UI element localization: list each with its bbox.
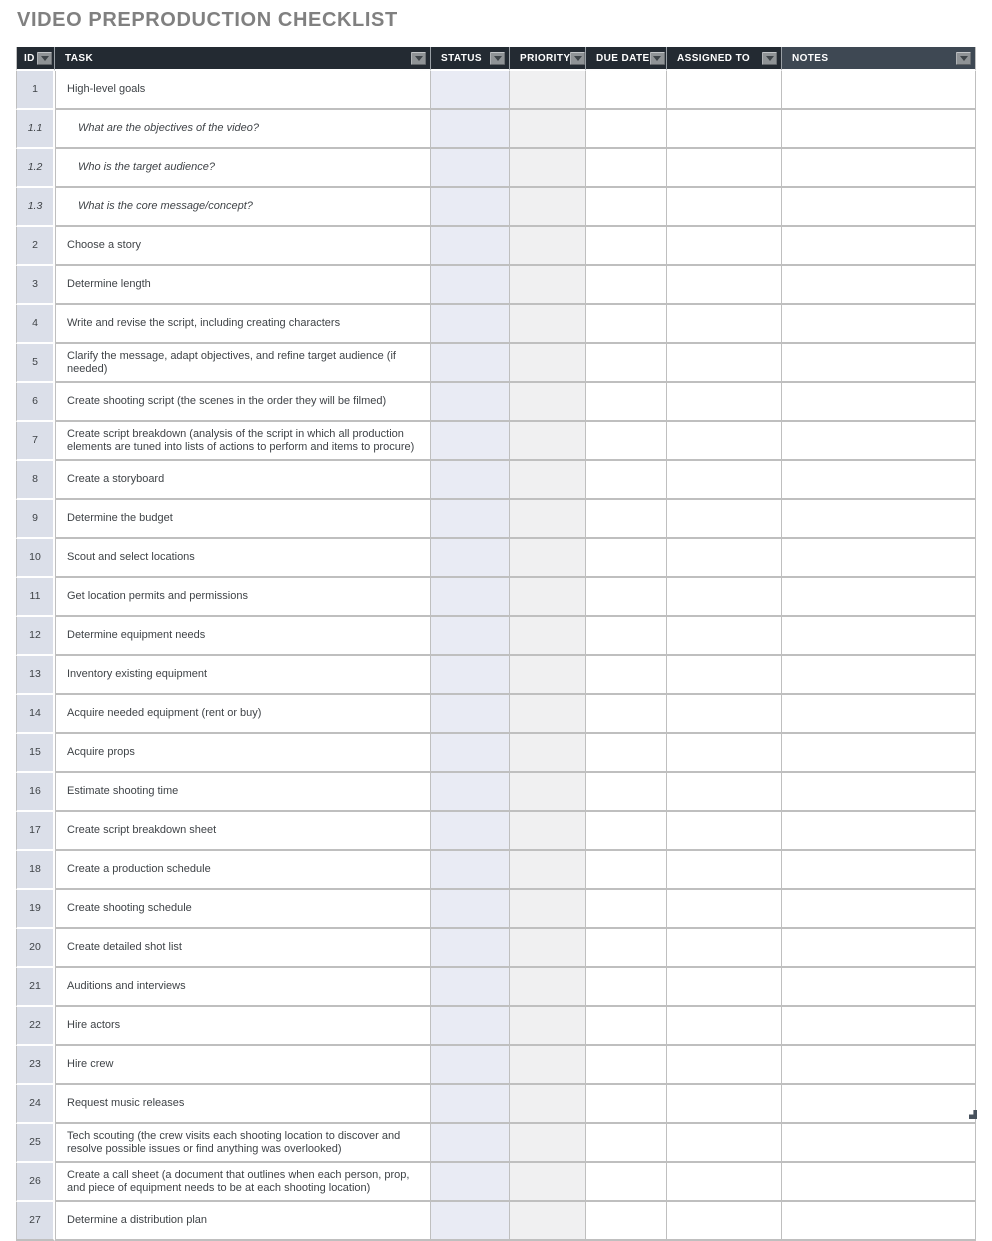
status-cell[interactable] [431,305,510,344]
header-row [16,47,976,71]
notes-cell[interactable] [782,71,976,110]
table-row [16,227,976,266]
id-cell[interactable]: 7 [16,422,55,461]
status-cell[interactable] [431,1007,510,1046]
status-cell[interactable] [431,929,510,968]
assigned_to-cell[interactable] [667,851,782,890]
due_date-cell[interactable] [586,539,667,578]
filter-dropdown-button[interactable] [570,52,585,65]
column-header-label: TASK [65,52,94,64]
due_date-cell[interactable] [586,266,667,305]
column-header-label: NOTES [792,52,829,64]
task-cell[interactable]: Inventory existing equipment [55,656,431,695]
chevron-down-icon [960,56,968,61]
filter-dropdown-button[interactable] [956,52,971,65]
task-cell[interactable]: Scout and select locations [55,539,431,578]
task-cell[interactable]: Determine a distribution plan [55,1202,431,1241]
chevron-down-icon [574,56,582,61]
task-cell[interactable]: Hire crew [55,1046,431,1085]
filter-dropdown-button[interactable] [411,52,426,65]
priority-cell[interactable] [510,344,586,383]
notes-cell[interactable] [782,500,976,539]
column-header-task [55,47,431,71]
priority-cell[interactable] [510,500,586,539]
task-cell[interactable]: Create a storyboard [55,461,431,500]
chevron-down-icon [653,56,661,61]
task-cell[interactable]: Create shooting script (the scenes in the order they will be filmed) [55,383,431,422]
task-cell[interactable]: Determine the budget [55,500,431,539]
id-cell[interactable]: 9 [16,500,55,539]
preproduction-checklist-table [16,47,976,1241]
due_date-cell[interactable] [586,1202,667,1241]
due_date-cell[interactable] [586,149,667,188]
id-cell[interactable]: 1.3 [16,188,55,227]
task-cell[interactable]: Create a call sheet (a document that outlines when each person, prop, and piece of equipment needs to be at each shooting location) [55,1163,431,1202]
priority-cell[interactable] [510,1046,586,1085]
priority-cell[interactable] [510,929,586,968]
task-cell[interactable]: Acquire needed equipment (rent or buy) [55,695,431,734]
notes-cell[interactable] [782,1163,976,1202]
column-header-inner [667,47,781,69]
status-cell[interactable] [431,617,510,656]
due_date-cell[interactable] [586,305,667,344]
assigned_to-cell[interactable] [667,461,782,500]
assigned_to-cell[interactable] [667,344,782,383]
task-cell[interactable]: Hire actors [55,1007,431,1046]
table-row [16,1202,976,1241]
status-cell[interactable] [431,578,510,617]
notes-cell[interactable] [782,929,976,968]
due_date-cell[interactable] [586,71,667,110]
due_date-cell[interactable] [586,461,667,500]
table-row [16,383,976,422]
status-cell[interactable] [431,461,510,500]
assigned_to-cell[interactable] [667,656,782,695]
id-cell[interactable]: 3 [16,266,55,305]
due_date-cell[interactable] [586,890,667,929]
due_date-cell[interactable] [586,929,667,968]
notes-cell[interactable] [782,734,976,773]
table-row [16,71,976,110]
task-cell[interactable]: Who is the target audience? [55,149,431,188]
table-row [16,695,976,734]
table-row [16,110,976,149]
status-cell[interactable] [431,383,510,422]
table-row [16,422,976,461]
notes-cell[interactable] [782,383,976,422]
status-cell[interactable] [431,71,510,110]
notes-cell[interactable] [782,617,976,656]
status-cell[interactable] [431,656,510,695]
due_date-cell[interactable] [586,383,667,422]
column-header-inner [586,47,666,69]
priority-cell[interactable] [510,656,586,695]
column-header-label: ID [24,52,35,64]
assigned_to-cell[interactable] [667,227,782,266]
page-title: VIDEO PREPRODUCTION CHECKLIST [17,9,398,31]
id-cell[interactable]: 18 [16,851,55,890]
id-cell[interactable]: 6 [16,383,55,422]
table-row [16,578,976,617]
status-cell[interactable] [431,188,510,227]
due_date-cell[interactable] [586,422,667,461]
task-cell[interactable]: Determine length [55,266,431,305]
notes-cell[interactable] [782,851,976,890]
task-cell[interactable]: Request music releases [55,1085,431,1124]
task-cell[interactable]: Auditions and interviews [55,968,431,1007]
task-cell[interactable]: Create a production schedule [55,851,431,890]
column-header-id [16,47,55,71]
chevron-down-icon [766,56,774,61]
status-cell[interactable] [431,890,510,929]
id-cell[interactable]: 11 [16,578,55,617]
priority-cell[interactable] [510,110,586,149]
id-cell[interactable]: 1.2 [16,149,55,188]
status-cell[interactable] [431,539,510,578]
due_date-cell[interactable] [586,578,667,617]
column-header-label: DUE DATE [596,52,650,64]
assigned_to-cell[interactable] [667,773,782,812]
notes-cell[interactable] [782,266,976,305]
assigned_to-cell[interactable] [667,929,782,968]
table-row [16,149,976,188]
due_date-cell[interactable] [586,110,667,149]
priority-cell[interactable] [510,773,586,812]
task-cell[interactable]: Create script breakdown sheet [55,812,431,851]
table-row [16,812,976,851]
assigned_to-cell[interactable] [667,1085,782,1124]
assigned_to-cell[interactable] [667,383,782,422]
table-row [16,773,976,812]
column-header-label: ASSIGNED TO [677,52,751,64]
status-cell[interactable] [431,812,510,851]
notes-cell[interactable] [782,461,976,500]
notes-cell[interactable] [782,188,976,227]
id-cell[interactable]: 22 [16,1007,55,1046]
column-header-inner [17,47,54,69]
column-header-notes [782,47,976,71]
table-row [16,890,976,929]
notes-cell[interactable] [782,305,976,344]
priority-cell[interactable] [510,734,586,773]
due_date-cell[interactable] [586,1124,667,1163]
table-row [16,305,976,344]
assigned_to-cell[interactable] [667,734,782,773]
id-cell[interactable]: 25 [16,1124,55,1163]
due_date-cell[interactable] [586,1007,667,1046]
column-header-inner [431,47,509,69]
notes-cell[interactable] [782,578,976,617]
task-cell[interactable]: Create shooting schedule [55,890,431,929]
id-cell[interactable]: 10 [16,539,55,578]
table-row [16,188,976,227]
notes-cell[interactable] [782,1046,976,1085]
due_date-cell[interactable] [586,1046,667,1085]
id-cell[interactable]: 16 [16,773,55,812]
task-cell[interactable]: Create detailed shot list [55,929,431,968]
priority-cell[interactable] [510,266,586,305]
id-cell[interactable]: 1 [16,71,55,110]
table-row [16,851,976,890]
priority-cell[interactable] [510,1085,586,1124]
status-cell[interactable] [431,734,510,773]
status-cell[interactable] [431,1085,510,1124]
priority-cell[interactable] [510,695,586,734]
notes-cell[interactable] [782,344,976,383]
status-cell[interactable] [431,422,510,461]
notes-cell[interactable] [782,110,976,149]
table-row [16,929,976,968]
due_date-cell[interactable] [586,773,667,812]
column-header-inner [510,47,585,69]
id-cell[interactable]: 4 [16,305,55,344]
task-cell[interactable]: Get location permits and permissions [55,578,431,617]
id-cell[interactable]: 21 [16,968,55,1007]
column-header-due_date [586,47,667,71]
notes-cell[interactable] [782,1007,976,1046]
assigned_to-cell[interactable] [667,110,782,149]
assigned_to-cell[interactable] [667,1007,782,1046]
due_date-cell[interactable] [586,1085,667,1124]
task-cell[interactable]: Estimate shooting time [55,773,431,812]
id-cell[interactable]: 5 [16,344,55,383]
notes-cell[interactable] [782,1124,976,1163]
status-cell[interactable] [431,968,510,1007]
column-header-label: PRIORITY [520,52,571,64]
notes-cell[interactable] [782,422,976,461]
status-cell[interactable] [431,149,510,188]
status-cell[interactable] [431,110,510,149]
priority-cell[interactable] [510,1202,586,1241]
column-header-status [431,47,510,71]
priority-cell[interactable] [510,149,586,188]
notes-cell[interactable] [782,773,976,812]
table-row [16,539,976,578]
table-row [16,1163,976,1202]
priority-cell[interactable] [510,383,586,422]
status-cell[interactable] [431,1046,510,1085]
column-header-label: STATUS [441,52,482,64]
table-row [16,968,976,1007]
notes-cell[interactable] [782,812,976,851]
status-cell[interactable] [431,1124,510,1163]
assigned_to-cell[interactable] [667,695,782,734]
table-row [16,461,976,500]
id-cell[interactable]: 14 [16,695,55,734]
task-cell[interactable]: Create script breakdown (analysis of the script in which all production elements are tuned into lists of actions to perform and items to procure) [55,422,431,461]
priority-cell[interactable] [510,539,586,578]
id-cell[interactable]: 1.1 [16,110,55,149]
status-cell[interactable] [431,266,510,305]
assigned_to-cell[interactable] [667,539,782,578]
id-cell[interactable]: 20 [16,929,55,968]
column-header-inner [782,47,975,69]
table-row [16,266,976,305]
notes-cell[interactable] [782,656,976,695]
due_date-cell[interactable] [586,656,667,695]
chevron-down-icon [494,56,502,61]
column-header-priority [510,47,586,71]
priority-cell[interactable] [510,968,586,1007]
assigned_to-cell[interactable] [667,617,782,656]
due_date-cell[interactable] [586,344,667,383]
table-row [16,617,976,656]
assigned_to-cell[interactable] [667,578,782,617]
assigned_to-cell[interactable] [667,968,782,1007]
task-cell[interactable]: Write and revise the script, including creating characters [55,305,431,344]
due_date-cell[interactable] [586,968,667,1007]
status-cell[interactable] [431,1202,510,1241]
assigned_to-cell[interactable] [667,1124,782,1163]
due_date-cell[interactable] [586,695,667,734]
assigned_to-cell[interactable] [667,890,782,929]
priority-cell[interactable] [510,422,586,461]
due_date-cell[interactable] [586,617,667,656]
id-cell[interactable]: 2 [16,227,55,266]
status-cell[interactable] [431,851,510,890]
priority-cell[interactable] [510,1163,586,1202]
id-cell[interactable]: 8 [16,461,55,500]
status-cell[interactable] [431,773,510,812]
assigned_to-cell[interactable] [667,1202,782,1241]
table-row [16,1124,976,1163]
notes-cell[interactable] [782,968,976,1007]
filter-dropdown-button[interactable] [490,52,505,65]
priority-cell[interactable] [510,812,586,851]
id-cell[interactable]: 12 [16,617,55,656]
id-cell[interactable]: 24 [16,1085,55,1124]
notes-cell[interactable] [782,227,976,266]
task-cell[interactable]: Clarify the message, adapt objectives, and refine target audience (if needed) [55,344,431,383]
priority-cell[interactable] [510,617,586,656]
notes-cell[interactable] [782,1202,976,1241]
task-cell[interactable]: What is the core message/concept? [55,188,431,227]
assigned_to-cell[interactable] [667,422,782,461]
assigned_to-cell[interactable] [667,1163,782,1202]
assigned_to-cell[interactable] [667,71,782,110]
task-cell[interactable]: What are the objectives of the video? [55,110,431,149]
status-cell[interactable] [431,695,510,734]
status-cell[interactable] [431,344,510,383]
column-header-assigned_to [667,47,782,71]
id-cell[interactable]: 26 [16,1163,55,1202]
table-row [16,1046,976,1085]
table-row [16,1085,976,1124]
id-cell[interactable]: 19 [16,890,55,929]
task-cell[interactable]: High-level goals [55,71,431,110]
due_date-cell[interactable] [586,1163,667,1202]
priority-cell[interactable] [510,227,586,266]
notes-cell[interactable] [782,1085,976,1124]
assigned_to-cell[interactable] [667,1046,782,1085]
task-cell[interactable]: Tech scouting (the crew visits each shooting location to discover and resolve possible issues or find anything was overlooked) [55,1124,431,1163]
due_date-cell[interactable] [586,500,667,539]
table-row [16,656,976,695]
notes-cell[interactable] [782,890,976,929]
priority-cell[interactable] [510,188,586,227]
chevron-down-icon [41,56,49,61]
id-cell[interactable]: 17 [16,812,55,851]
status-cell[interactable] [431,1163,510,1202]
priority-cell[interactable] [510,851,586,890]
id-cell[interactable]: 27 [16,1202,55,1241]
filter-dropdown-button[interactable] [650,52,665,65]
notes-cell[interactable] [782,539,976,578]
priority-cell[interactable] [510,1007,586,1046]
priority-cell[interactable] [510,890,586,929]
status-cell[interactable] [431,500,510,539]
priority-cell[interactable] [510,305,586,344]
table-row [16,500,976,539]
due_date-cell[interactable] [586,227,667,266]
priority-cell[interactable] [510,1124,586,1163]
assigned_to-cell[interactable] [667,812,782,851]
assigned_to-cell[interactable] [667,149,782,188]
assigned_to-cell[interactable] [667,305,782,344]
due_date-cell[interactable] [586,812,667,851]
priority-cell[interactable] [510,578,586,617]
task-cell[interactable]: Determine equipment needs [55,617,431,656]
due_date-cell[interactable] [586,851,667,890]
task-cell[interactable]: Acquire props [55,734,431,773]
notes-cell[interactable] [782,695,976,734]
table-row [16,734,976,773]
priority-cell[interactable] [510,71,586,110]
table-row [16,344,976,383]
chevron-down-icon [415,56,423,61]
task-cell[interactable]: Choose a story [55,227,431,266]
table-row [16,1007,976,1046]
id-cell[interactable]: 13 [16,656,55,695]
filter-dropdown-button[interactable] [37,52,52,65]
notes-cell[interactable] [782,149,976,188]
column-header-inner [55,47,430,69]
status-cell[interactable] [431,227,510,266]
filter-dropdown-button[interactable] [762,52,777,65]
assigned_to-cell[interactable] [667,188,782,227]
due_date-cell[interactable] [586,734,667,773]
priority-cell[interactable] [510,461,586,500]
assigned_to-cell[interactable] [667,266,782,305]
id-cell[interactable]: 15 [16,734,55,773]
id-cell[interactable]: 23 [16,1046,55,1085]
due_date-cell[interactable] [586,188,667,227]
assigned_to-cell[interactable] [667,500,782,539]
